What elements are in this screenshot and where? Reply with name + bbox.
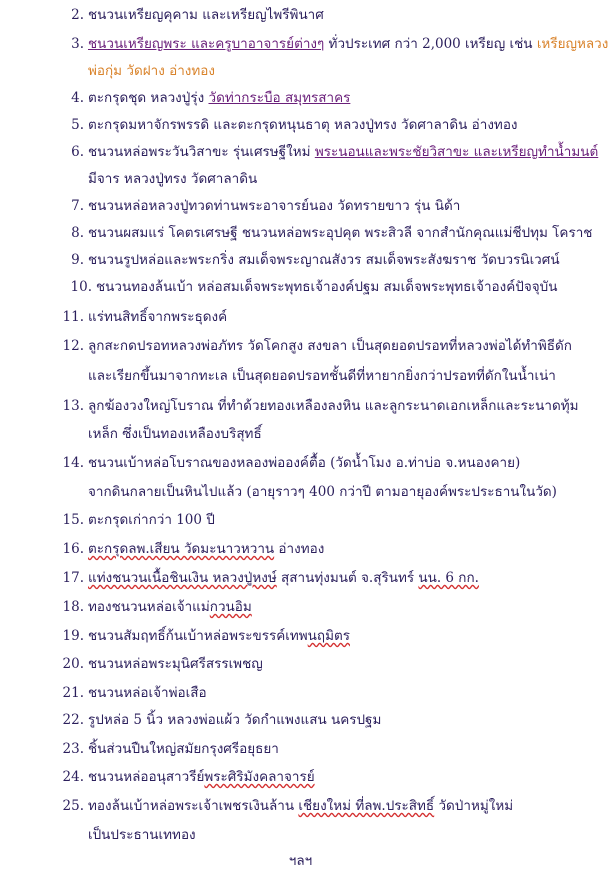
spellcheck-word: กวนอิม <box>209 599 252 615</box>
item-text: ตะกรุดมหาจักรพรรดิ และตะกรุดหนุนธาตุ หลวงปู่ทรง วัดศาลาดิน อ่างทอง <box>88 117 518 133</box>
item-number: 19. <box>62 628 84 644</box>
item-text: แร่ทนสิทธิ์จากพระธุดงค์ <box>88 309 228 325</box>
item-text: ชนวนเบ้าหล่อโบราณของหลองพ่อองค์ตื้อ (วัดน้ำโมง อ.ท่าบ่อ จ.หนองคาย) <box>88 455 521 471</box>
item-text: ชนวนผสมแร่ โคตรเศรษฐี ชนวนหล่อพระอุปคุต พระสิวลี จากสำนักคุณแม่ชีปทุม โคราช <box>88 225 593 241</box>
item-number: 16. <box>62 541 84 557</box>
item-text: ชนวนทองล้นเบ้า หล่อสมเด็จพระพุทธเจ้าองค์ปฐม สมเด็จพระพุทธเจ้าองค์ปัจจุบัน <box>96 279 558 295</box>
item-number: 6. <box>71 144 84 160</box>
page-footer: ฯลฯ <box>288 853 313 869</box>
item-number: 22. <box>62 712 84 728</box>
item-text-continued: มีจาร หลวงปู่ทรง วัดศาลาดิน <box>88 171 258 187</box>
item-text: ลูกสะกดปรอทหลวงพ่อภัทร วัดโคกสูง สงขลา เป็นสุดยอดปรอทที่หลวงพ่อได้ทำพิธีดัก <box>88 338 572 354</box>
item-number: 18. <box>62 599 84 615</box>
item-number: 17. <box>62 570 84 586</box>
item-segment: ทองชนวนหล่อเจ้าแม่ <box>88 599 210 615</box>
item-number: 11. <box>62 309 84 325</box>
item-text: ชนวนหล่อเจ้าพ่อเสือ <box>88 685 207 701</box>
item-text <box>88 768 315 786</box>
item-text <box>88 627 350 645</box>
item-number: 21. <box>62 685 84 701</box>
underlined-link[interactable]: ตะกรุดลพ.เสียน วัดมะนาวหวาน <box>88 541 275 557</box>
item-number: 23. <box>62 741 84 757</box>
underlined-link[interactable]: แท่งชนวนเนื้อชินเงิน หลวงปู่หงษ์ <box>88 570 277 586</box>
item-number: 3. <box>71 36 84 52</box>
underlined-link[interactable]: ชนวนเหรียญพระ และครูบาอาจารย์ต่างๆ <box>88 36 325 52</box>
item-text <box>88 569 479 587</box>
item-text <box>88 540 324 558</box>
item-text <box>88 598 252 616</box>
item-text: ชนวนรูปหล่อและพระกริ่ง สมเด็จพระญาณสังวร สมเด็จพระสังฆราช วัดบวรนิเวศน์ <box>88 252 560 268</box>
spellcheck-word: พระศิริมังคลาจารย์ <box>204 769 315 785</box>
item-text: ชนวนหล่อพระมุนิศรีสรรเพชญ <box>88 656 263 672</box>
item-text <box>88 35 608 53</box>
item-segment: ชนวนหล่อพระวันวิสาขะ รุ่นเศรษฐีใหม่ <box>88 144 315 160</box>
item-text <box>88 143 598 161</box>
item-number: 15. <box>62 512 84 528</box>
item-segment: ชนวนสัมฤทธิ์ก้นเบ้าหล่อพระขรรค์เทพ <box>88 628 308 644</box>
underlined-link[interactable]: นน. 6 กก. <box>418 570 479 586</box>
item-text-continued: เหล็ก ซึ่งเป็นทองเหลืองบริสุทธิ์ <box>88 426 262 442</box>
item-number: 8. <box>71 225 84 241</box>
item-number: 4. <box>71 90 84 106</box>
item-number: 9. <box>71 252 84 268</box>
item-number: 24. <box>62 769 84 785</box>
item-text: ลูกฆ้องวงใหญ่โบราณ ที่ทำด้วยทองเหลืองลงหิน และลูกระนาดเอกเหล็กและระนาดทุ้ม <box>88 398 579 414</box>
item-number: 2. <box>71 7 84 23</box>
item-number: 5. <box>71 117 84 133</box>
underlined-link[interactable]: วัดท่ากระบือ สมุทรสาคร <box>208 90 351 106</box>
item-segment: วัดป่าหมู่ใหม่ <box>434 798 514 814</box>
item-segment: ชนวนหล่ออนุสาวรีย์ <box>88 769 205 785</box>
item-text <box>88 797 513 815</box>
item-segment: อ่างทอง <box>274 541 325 557</box>
item-segment: ตะกรุดชุด หลวงปู่รุ่ง <box>88 90 209 106</box>
highlight-text: เหรียญหลวง <box>536 36 608 52</box>
item-number: 14. <box>62 455 84 471</box>
underlined-link[interactable]: เชียงใหม่ ที่ลพ.ประสิทธิ์ <box>298 798 435 814</box>
item-text-continued: จากดินกลายเป็นหินไปแล้ว (อายุราวๆ 400 กว่าปี ตามอายุองค์พระประธานในวัด) <box>88 484 557 500</box>
spellcheck-word: นฤมิตร <box>307 628 350 644</box>
item-number: 12. <box>62 338 84 354</box>
highlight-text: พ่อกุ่ม วัดฝาง อ่างทอง <box>88 63 215 79</box>
item-text: ชิ้นส่วนปืนใหญ่สมัยกรุงศรีอยุธยา <box>88 741 279 757</box>
item-segment: สุสานทุ่งมนต์ จ.สุรินทร์ <box>276 570 419 586</box>
item-number: 7. <box>71 198 84 214</box>
item-text-continued: และเรียกขึ้นมาจากทะเล เป็นสุดยอดปรอทชั้นดีที่หายากยิ่งกว่าปรอทที่ดักในน้ำเน่า <box>88 368 556 384</box>
item-number: 13. <box>62 398 84 414</box>
item-number: 10. <box>70 279 92 295</box>
item-number: 25. <box>62 798 84 814</box>
item-number: 20. <box>62 656 84 672</box>
item-segment: ทั่วประเทศ กว่า 2,000 เหรียญ เช่น <box>324 36 537 52</box>
item-text: ชนวนหล่อหลวงปู่ทวดท่านพระอาจารย์นอง วัดทรายขาว รุ่น นิด้า <box>88 198 461 214</box>
item-text-continued: เป็นประธานเททอง <box>88 827 196 843</box>
underlined-link[interactable]: พระนอนและพระชัยวิสาขะ และเหรียญทำน้ำมนต์ <box>314 144 599 160</box>
item-text <box>88 89 350 107</box>
item-text: รูปหล่อ 5 นิ้ว หลวงพ่อแผ้ว วัดกำแพงแสน นครปฐม <box>88 712 382 728</box>
item-segment: ทองล้นเบ้าหล่อพระเจ้าเพชรเงินล้าน <box>88 798 299 814</box>
item-text: ชนวนเหรียญคุคาม และเหรียญไพรีพินาศ <box>88 7 324 23</box>
item-text: ตะกรุดเก่ากว่า 100 ปี <box>88 512 215 528</box>
